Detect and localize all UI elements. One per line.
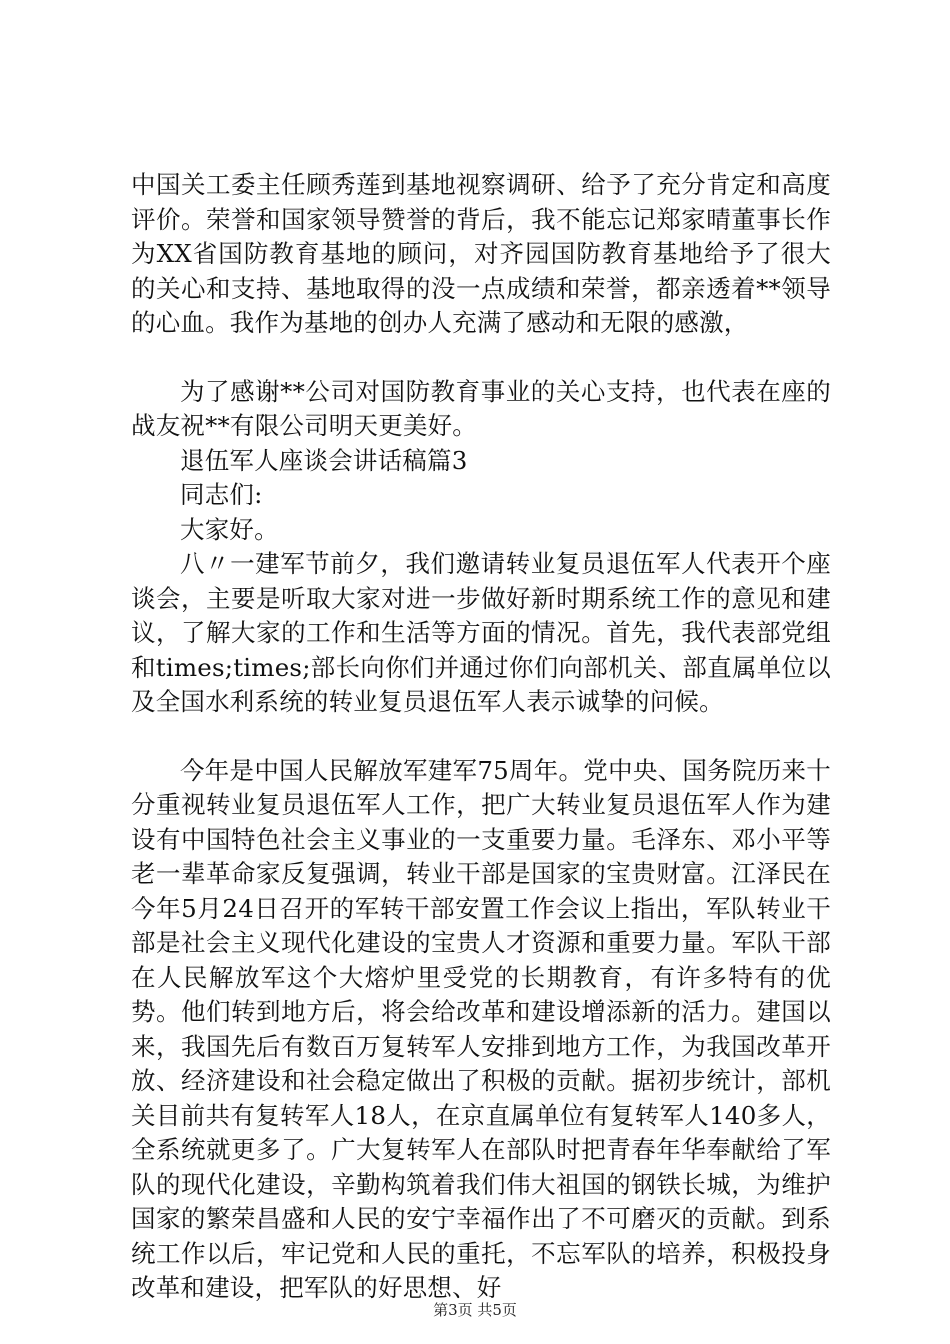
page-number-footer: 第3页 共5页 [433,1301,517,1319]
paragraph-3: 八〃一建军节前夕，我们邀请转业复员退伍军人代表开个座谈会，主要是听取大家对进一步做好新时期系统工作的意见和建议，了解大家的工作和生活等方面的情况。首先，我代表部党组和times;times;部长向你们并通过你们向部机关、部直属单位以及全国水利系统的转业复员退伍军人表示诚挚的问候。 [131,549,831,716]
greeting: 大家好。 [180,514,279,544]
paragraph-4: 今年是中国人民解放军建军75周年。党中央、国务院历来十分重视转业复员退伍军人工作，把广大转业复员退伍军人作为建设有中国特色社会主义事业的一支重要力量。毛泽东、邓小平等老一辈革命家反复强调，转业干部是国家的宝贵财富。江泽民在今年5月24日召开的军转干部安置工作会议上指出，军队转业干部是社会主义现代化建设的宝贵人才资源和重要力量。军队干部在人民解放军这个大熔炉里受党的长期教育，有许多特有的优势。他们转到地方后，将会给改革和建设增添新的活力。建国以来，我国先后有数百万复转军人安排到地方工作，为我国改革开放、经济建设和社会稳定做出了积极的贡献。据初步统计，部机关目前共有复转军人18人，在京直属单位有复转军人140多人，全系统就更多了。广大复转军人在部队时把青春年华奉献给了军队的现代化建设，辛勤构筑着我们伟大祖国的钢铁长城，为维护国家的繁荣昌盛和人民的安宁幸福作出了不可磨灭的贡献。到系统工作以后，牢记党和人民的重托，不忘军队的培养，积极投身改革和建设，把军队的好思想、好 [131,755,831,1302]
paragraph-1: 中国关工委主任顾秀莲到基地视察调研、给予了充分肯定和高度评价。荣誉和国家领导赞誉的背后，我不能忘记郑家晴董事长作为XX省国防教育基地的顾问，对齐园国防教育基地给予了很大的关心和支持、基地取得的没一点成绩和荣誉，都亲透着**领导的心血。我作为基地的创办人充满了感动和无限的感激， [131,170,831,337]
paragraph-2: 为了感谢**公司对国防教育事业的关心支持，也代表在座的战友祝**有限公司明天更美好。 [131,376,831,440]
salutation: 同志们: [180,480,263,509]
document-body [131,168,831,1306]
section-heading: 退伍军人座谈会讲话稿篇3 [180,445,468,475]
